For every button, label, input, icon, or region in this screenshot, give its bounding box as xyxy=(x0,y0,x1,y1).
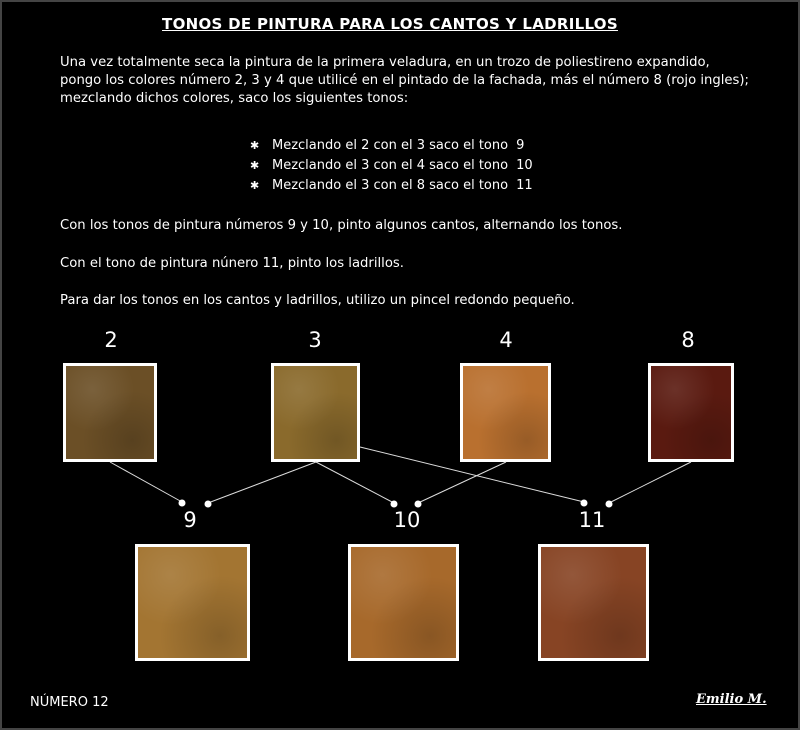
tone-label-10: 10 xyxy=(393,508,421,532)
dot-10-left xyxy=(391,501,398,508)
dot-10-right xyxy=(415,501,422,508)
star-bullet-icon: ✱ xyxy=(250,139,260,152)
mix-tone: 11 xyxy=(516,178,533,193)
connector-2-9 xyxy=(110,462,182,502)
tone-swatch-9 xyxy=(135,544,250,661)
base-label-3: 3 xyxy=(308,328,322,352)
paragraph-pincel: Para dar los tonos en los cantos y ladrillos, utilizo un pincel redondo pequeño. xyxy=(60,293,575,308)
star-bullet-icon: ✱ xyxy=(250,159,260,172)
base-label-8: 8 xyxy=(681,328,695,352)
base-label-2: 2 xyxy=(104,328,118,352)
connector-8-11 xyxy=(609,462,691,503)
paragraph-cantos: Con los tonos de pintura números 9 y 10, pinto algunos cantos, alternando los tonos. xyxy=(60,218,623,233)
connector-3-9 xyxy=(208,462,316,503)
connector-3-10 xyxy=(316,462,394,503)
footer-number: NÚMERO 12 xyxy=(30,695,109,710)
tone-swatch-10 xyxy=(348,544,459,661)
dot-9-right xyxy=(205,501,212,508)
intro-paragraph: Una vez totalmente seca la pintura de la primera veladura, en un trozo de poliestireno expandido, pongo los colores número 2, 3 y 4 que utilicé en el pintado de la fachada, más el número 8 (rojo ingles); mezclando dichos colores, saco los siguientes tonos: xyxy=(60,55,749,106)
mix-tone: 9 xyxy=(516,138,525,153)
mix-text: Mezclando el 3 con el 4 saco el tono xyxy=(272,158,509,173)
dot-11-left xyxy=(581,500,588,507)
tone-swatch-11 xyxy=(538,544,649,661)
dot-11-right xyxy=(606,501,613,508)
connector-4-10 xyxy=(418,462,506,503)
connector-3-11 xyxy=(360,447,584,502)
tone-label-11: 11 xyxy=(578,508,606,532)
mix-text: Mezclando el 2 con el 3 saco el tono xyxy=(272,138,509,153)
dot-9-left xyxy=(179,500,186,507)
page-title: TONOS DE PINTURA PARA LOS CANTOS Y LADRILLOS xyxy=(162,15,618,33)
mix-tone: 10 xyxy=(516,158,533,173)
base-label-4: 4 xyxy=(499,328,513,352)
paragraph-ladrillos: Con el tono de pintura núnero 11, pinto los ladrillos. xyxy=(60,256,404,271)
mix-text: Mezclando el 3 con el 8 saco el tono xyxy=(272,178,509,193)
footer-signature: Emilio M. xyxy=(696,692,767,707)
tone-label-9: 9 xyxy=(183,508,197,532)
star-bullet-icon: ✱ xyxy=(250,179,260,192)
